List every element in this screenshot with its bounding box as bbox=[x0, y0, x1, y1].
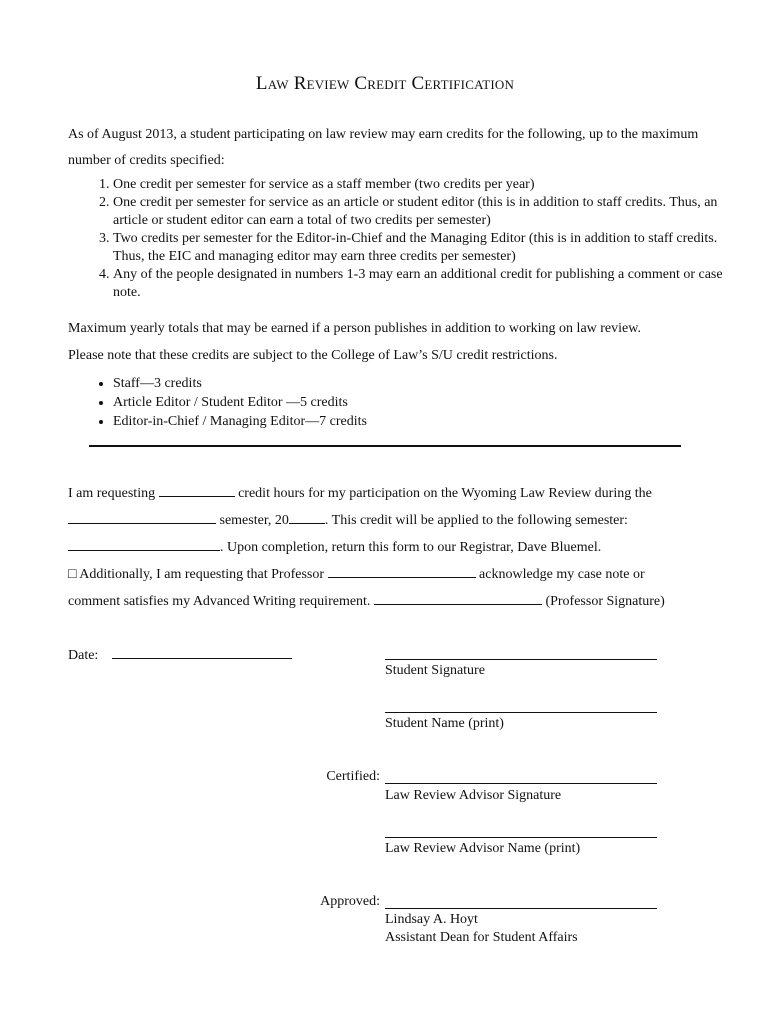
approver-title: Assistant Dean for Student Affairs bbox=[385, 930, 578, 945]
restriction-note: Please note that these credits are subject to the College of Law’s S/U credit restrictions. bbox=[68, 348, 558, 363]
applied-text: . This credit will be applied to the following semester: bbox=[324, 513, 628, 528]
credit-item: 4. Any of the people designated in numbers 1-3 may earn an additional credit for publishing a comment or case note. bbox=[113, 266, 743, 302]
professor-signature-field[interactable] bbox=[374, 592, 542, 605]
credit-item: 1. One credit per semester for service as a staff member (two credits per year) bbox=[113, 176, 743, 194]
approved-label: Approved: bbox=[320, 894, 380, 909]
intro-paragraph: As of August 2013, a student participating on law review may earn credits for the following, up to the maximum number of credits specified: bbox=[68, 127, 699, 168]
advanced-writing-checkbox[interactable]: □ bbox=[68, 567, 77, 582]
date-line bbox=[68, 646, 292, 664]
requesting-suffix: credit hours for my participation on the Wyoming Law Review during the bbox=[238, 486, 652, 501]
max-totals-text: Maximum yearly totals that may be earned if a person publishes in addition to working on law review. bbox=[68, 321, 641, 336]
date-field[interactable] bbox=[112, 646, 292, 659]
credit-list bbox=[68, 176, 743, 302]
advisor-name-label: Law Review Advisor Name (print) bbox=[385, 841, 581, 856]
student-signature-field[interactable] bbox=[385, 659, 657, 660]
credit-hours-field[interactable] bbox=[159, 484, 235, 497]
date-label: Date: bbox=[68, 648, 99, 663]
additionally-text: Additionally, I am requesting that Professor bbox=[79, 567, 325, 582]
advisor-signature-label: Law Review Advisor Signature bbox=[385, 788, 562, 803]
certified-label: Certified: bbox=[326, 769, 380, 784]
page-title: Law Review Credit Certification bbox=[255, 73, 515, 94]
student-name-label: Student Name (print) bbox=[385, 716, 504, 731]
professor-signature-label: (Professor Signature) bbox=[545, 594, 665, 609]
acknowledge-text: acknowledge my case note or bbox=[479, 567, 645, 582]
credit-item: 2. One credit per semester for service as an article or student editor (this is in addition to staff credits. Thus, an article or student editor can earn a total of two credits per semester) bbox=[113, 194, 743, 230]
totals-list bbox=[68, 374, 713, 431]
additionally-line bbox=[68, 565, 645, 583]
applied-semester-field[interactable] bbox=[68, 538, 220, 551]
comment-text: comment satisfies my Advanced Writing requirement. bbox=[68, 594, 371, 609]
totals-item: • Staff—3 credits bbox=[113, 374, 713, 393]
credit-item: 3. Two credits per semester for the Editor-in-Chief and the Managing Editor (this is in addition to staff credits. Thus, the EIC and managing editor may earn three credits per semester) bbox=[113, 230, 743, 266]
semester-text: semester, 20 bbox=[219, 513, 289, 528]
semester-line bbox=[68, 511, 628, 529]
student-name-field[interactable] bbox=[385, 712, 657, 713]
comment-line bbox=[68, 592, 665, 610]
professor-name-field[interactable] bbox=[328, 565, 476, 578]
approver-name: Lindsay A. Hoyt bbox=[385, 912, 478, 927]
return-line bbox=[68, 538, 601, 556]
request-line bbox=[68, 484, 652, 502]
year-field[interactable] bbox=[289, 511, 325, 524]
semester-field[interactable] bbox=[68, 511, 216, 524]
return-text: . Upon completion, return this form to our Registrar, Dave Bluemel. bbox=[220, 540, 602, 555]
approver-signature-field[interactable] bbox=[385, 908, 657, 909]
requesting-prefix: I am requesting bbox=[68, 486, 156, 501]
advisor-signature-field[interactable] bbox=[385, 783, 657, 784]
totals-item: • Editor-in-Chief / Managing Editor—7 credits bbox=[113, 412, 713, 431]
student-signature-label: Student Signature bbox=[385, 663, 485, 678]
section-divider bbox=[89, 445, 681, 447]
advisor-name-field[interactable] bbox=[385, 837, 657, 838]
totals-item: • Article Editor / Student Editor —5 credits bbox=[113, 393, 713, 412]
